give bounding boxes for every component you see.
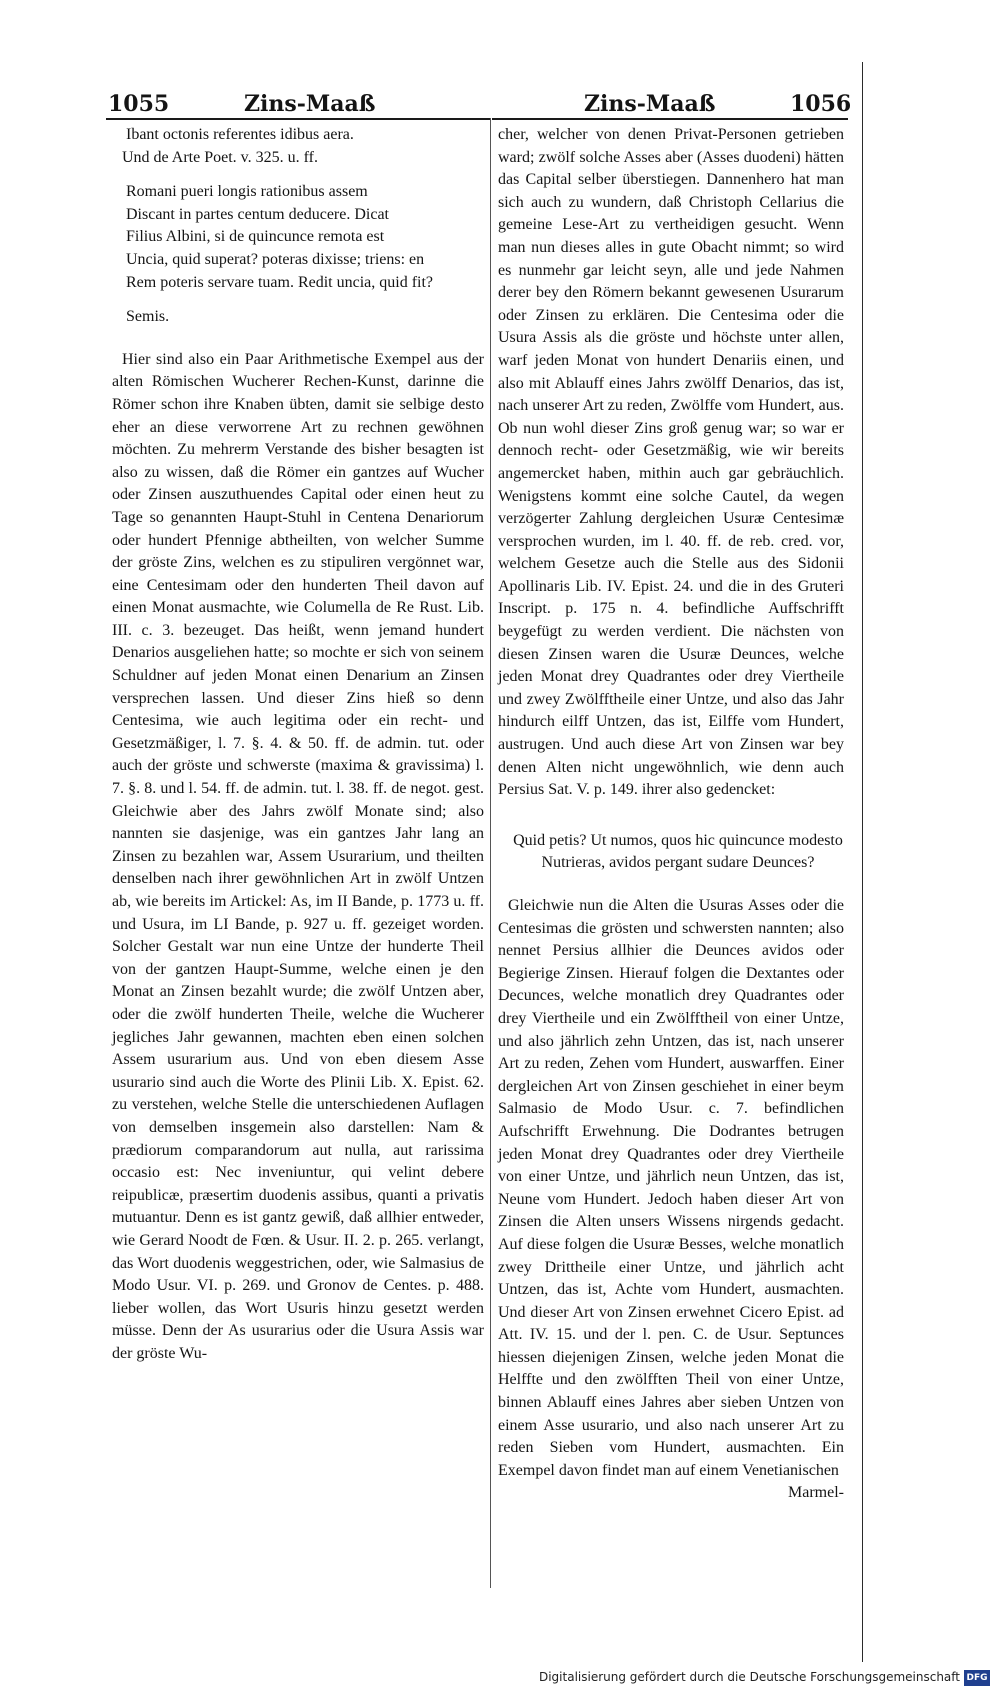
- header-rule-right: [492, 118, 848, 120]
- right-page-number: 1056: [790, 91, 852, 117]
- body-paragraph: Hier sind also ein Paar Arithmetische Exempel aus der alten Römischen Wucherer Rechen-Kunst, darinne die Römer schon ihre Knaben übten, damit sie selbige desto eher an diese verworrene Art zu rechnen gewöhnen möchten. Zu mehrerm Verstande des bisher besagten ist also zu wissen, daß die Römer ein gantzes auf Wucher oder Zinsen auszuthuendes Capital oder einen heut zu Tage so genannten Haupt-Stuhl in Centena Denariorum oder hundert Pfennige abtheilten, von welcher Summe der gröste Zins, welchen es zu stipuliren vergönnet war, eine Centesimam oder den hunderten Theil davon auf einen Monat ausmachte, wie Columella de Re Rust. Lib. III. c. 3. bezeuget. Das heißt, wenn jemand hundert Denarios ausgeliehen hatte; so mochte er sich von seinem Schuldner auf jeden Monat einen Denarium an Zinsen versprechen lassen. Und dieser Zins hieß so denn Centesima, wie auch legitima oder ein recht- und Gesetzmäßiger, l. 7. §. 4. & 50. ff. de admin. tut. oder auch der gröste und schwerste (maxima & gravissima) l. 7. §. 8. und l. 54. ff. de admin. tut. l. 38. ff. de negot. gest. Gleichwie aber des Jahrs zwölf Monate sind; also nannten sie dasjenige, was ein gantzes Jahr lang an Zinsen zu bezahlen war, Assem Usurarium, und theilten denselben nach ihrer gewöhnlichen Art in zwölf Untzen ab, wie bereits im Artickel: As, im II Bande, p. 1773 u. ff. und Usura, im LI Bande, p. 927 u. ff. gezeiget worden. Solcher Gestalt war nun eine Untze der hunderte Theil von der gantzen Haupt-Summe, welche einen je den Monat an Zinsen bezahlt wurde; die zwölf Untzen aber, oder die zwölf hunderten Theile, welche die Wucherer jegliches Jahr gewannen, machten eben einen solchen Assem usurarium aus. Und von eben diesem Asse usurario sind auch die Worte des Plinii Lib. X. Epist. 62. zu verstehen, welche Stelle die unterschiedenen Auflagen von demselben insgemein also darstellen: Nam & prædiorum comparandorum aut nulla, aut rarissima occasio est: Nec inveniuntur, qui velint debere reipublicæ, præsertim duodenis assibus, quanti a privatis mutuantur. Denn es ist gantz gewiß, daß allhier entweder, wie Gerard Noodt de Fœn. & Usur. II. 2. p. 265. verlangt, das Wort duodenis weggestrichen, oder, wie Salmasius de Modo Usur. VI. p. 269. und Gronov de Centes. p. 488. lieber wollen, das Wort Usuris hinzu gesetzt werden müsse. Denn der As usurarius oder die Usura Assis war der gröste Wu-: [112, 350, 484, 1362]
- spacer: [112, 294, 484, 306]
- latin-verse-line: Quid petis? Ut numos, quos hic quincunce modesto: [513, 831, 843, 849]
- page-edge-line: [862, 62, 863, 1662]
- latin-verse-line: Romani pueri longis rationibus assem: [126, 183, 368, 201]
- latin-verse-line: Rem poteris servare tuam. Redit uncia, quid fit?: [126, 273, 434, 291]
- column-divider: [490, 118, 491, 1588]
- left-text-column: [112, 124, 484, 1365]
- footer-bar: [0, 1664, 1000, 1692]
- dfg-logo-icon: DFG: [964, 1670, 990, 1686]
- latin-verse-line: Semis.: [126, 308, 170, 326]
- latin-verse-line: Uncia, quid superat? poteras dixisse; triens: en: [126, 250, 425, 268]
- body-paragraph: Gleichwie nun die Alten die Usuras Asses oder die Centesimas die grösten und schwersten nannten; also nennet Persius allhier die Deunces avidos oder Begierige Zinsen. Hierauf folgen die Dextantes oder Decunces, welche monatlich drey Quadrantes oder drey Viertheile und ein Zwölfftheil von einer Untze, und also jährlich zehn Untzen, das ist, nach unserer Art zu reden, Zehen vom Hundert, auswarffen. Einer dergleichen Art von Zinsen geschiehet in einer beym Salmasio de Modo Usur. c. 7. befindlichen Aufschrifft Erwehnung. Die Dodrantes betrugen jeden Monat drey Quadrantes oder drey Viertheile von einer Untze, und jährlich neun Untzen, das ist, Neune vom Hundert. Jedoch haben dieser Art von Zinsen die Alten unsers Wissens nirgends gedacht. Auf diese folgen die Usuræ Besses, welche monatlich zwey Drittheile einer Untze, und jährlich acht Untzen, das ist, Achte vom Hundert, ausmachten. Und dieser Art von Zinsen erwehnet Cicero Epist. ad Att. IV. 15. und der l. pen. C. de Usur. Septunces hiessen diejenigen Zinsen, welche jeden Monat die Helffte und den zwölfften Theil von einer Untze, binnen Ablauff eines Jahres aber sieben Untzen von einem Asse usurario, und also nach unserer Art zu reden Sieben vom Hundert, ausmachten. Ein Exempel davon findet man auf einem Venetianischen: [498, 897, 844, 1479]
- right-running-title: Zins-Maaß: [584, 91, 716, 117]
- latin-verse-line: Nutrieras, avidos pergant sudare Deunces?: [541, 854, 815, 872]
- spacer: [112, 169, 484, 181]
- left-running-title: Zins-Maaß: [244, 91, 376, 117]
- catchword: Marmel-: [788, 1484, 844, 1502]
- spacer: [112, 329, 484, 349]
- right-text-column: [498, 124, 844, 1505]
- left-page-number: 1055: [108, 91, 170, 117]
- spacer: [498, 802, 844, 830]
- body-paragraph: Und de Arte Poet. v. 325. u. ff.: [122, 148, 318, 166]
- latin-verse-line: Ibant octonis referentes idibus aera.: [126, 126, 354, 143]
- latin-verse-line: Filius Albini, si de quincunce remota est: [126, 228, 385, 246]
- header-rule-left: [106, 118, 490, 120]
- body-paragraph: cher, welcher von denen Privat-Personen getrieben ward; zwölf solche Asses aber (Asses duodeni) hätten das Capital selber überstiegen. Dannenhero hat man sich auch zu wundern, daß Christoph Cellarius die gemeine Lese-Art zu vertheidigen gesucht. Wenn man nun dieses alles in gute Obacht nimmt; so wird es nunmehr gar leicht seyn, alle und jede Nahmen derer bey den Römern bekannt gewesenen Usurarum oder Zinsen zu erklären. Die Centesima oder die Usura Assis als die gröste und höchste unter allen, warf jeden Monat von hundert Denariis einen, und also mit Ablauff eines Jahrs zwölff Denarios, das ist, nach unserer Art zu reden, Zwölffe vom Hundert, aus. Ob nun wohl dieser Zins groß genug war; so war er dennoch recht- oder Gesetzmäßig, wie wir bereits angemercket haben, mithin auch gar gebräuchlich. Wenigstens kommt eine solche Cautel, da wegen verzögerter Zahlung dergleichen Usuræ Centesimæ versprochen wurden, im l. 40. ff. de reb. cred. vor, welchem Gesetze auch die Stelle aus des Sidonii Apollinaris Lib. IV. Epist. 24. und die in des Gruteri Inscript. p. 175 n. 4. befindliche Auffschrifft beygefügt zu werden verdient. Die nächsten von diesen Zinsen waren die Usuræ Deunces, welche jeden Monat drey Quadrantes oder drey Viertheile und zwey Zwölfftheile einer Untze, und also das Jahr hindurch eilff Untzen, das ist, Eilffe vom Hundert, austrugen. Und auch diese Art von Zinsen war bey denen Alten nicht ungewöhnlich, wie denn auch Persius Sat. V. p. 149. ihrer also gedencket:: [498, 126, 844, 799]
- funding-credit: Digitalisierung gefördert durch die Deutsche Forschungsgemeinschaft: [538, 1670, 960, 1684]
- spacer: [498, 875, 844, 895]
- latin-verse-line: Discant in partes centum deducere. Dicat: [126, 205, 389, 223]
